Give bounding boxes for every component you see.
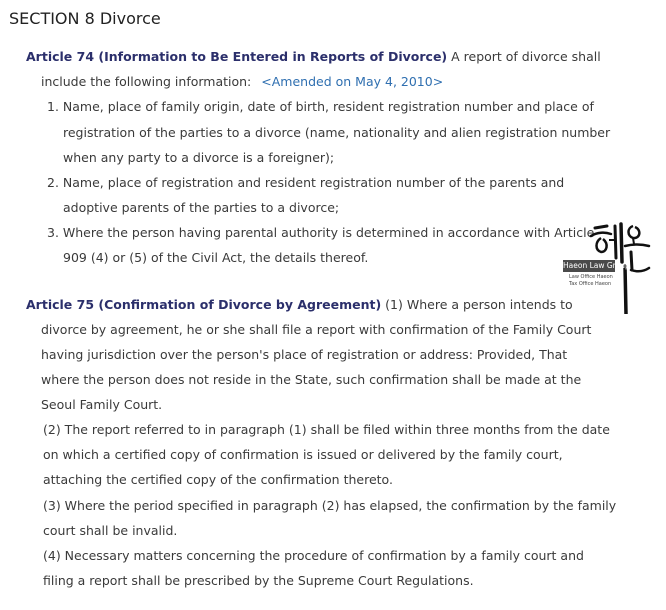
list-item-1-line-1: 1. Name, place of family origin, date of birth, resident registration number and place of — [47, 99, 594, 114]
article-75-p1-line: where the person does not reside in the State, such confirmation shall be made at the — [41, 372, 582, 387]
article-74-second-line — [41, 74, 443, 90]
article-75-p3-line: (3) Where the period specified in paragraph (2) has elapsed, the confirmation by the family — [43, 498, 617, 513]
article-75-p4-line: (4) Necessary matters concerning the procedure of confirmation by a family court and — [43, 548, 584, 563]
logo-sub-2: Tax Office Haeon — [569, 281, 612, 287]
amendment-note: <Amended on May 4, 2010> — [261, 74, 444, 89]
article-74-intro-cont: include the following information: — [41, 74, 252, 89]
article-75-p1-line: divorce by agreement, he or she shall file a report with confirmation of the Family Court — [41, 322, 592, 337]
article-75-p2-line: attaching the certified copy of the confirmation thereto. — [43, 472, 393, 487]
article-75-p4-line: filing a report shall be prescribed by the Supreme Court Regulations. — [43, 573, 474, 588]
article-75-p1-line: Seoul Family Court. — [41, 397, 163, 412]
article-75-p1-line: having jurisdiction over the person's place of registration or address: Provided, That — [41, 347, 568, 362]
article-75-p2-line: on which a certified copy of confirmation is issued or delivered by the family court, — [43, 447, 563, 462]
article-75-first-line — [26, 297, 573, 313]
list-item-2-line-1: 2. Name, place of registration and resident registration number of the parents and — [47, 175, 565, 190]
article-74-intro: A report of divorce shall — [447, 49, 601, 64]
list-item-3-line-2: 909 (4) or (5) of the Civil Act, the details thereof. — [63, 250, 369, 265]
section-title: SECTION 8 Divorce — [9, 9, 161, 28]
haeon-logo — [563, 222, 663, 314]
article-75-p1-start: (1) Where a person intends to — [381, 297, 573, 312]
list-item-2-line-2: adoptive parents of the parties to a divorce; — [63, 200, 340, 215]
logo-sub-1: Law Office Haeon — [569, 274, 613, 280]
article-75-p3-line: court shall be invalid. — [43, 523, 178, 538]
logo-name: Haeon Law Group — [563, 261, 630, 270]
list-item-3-line-1: 3. Where the person having parental authority is determined in accordance with Article — [47, 225, 595, 240]
list-item-1-line-3: when any party to a divorce is a foreigner); — [63, 150, 335, 165]
list-item-1-line-2: registration of the parties to a divorce (name, nationality and alien registration number — [63, 125, 611, 140]
article-75-heading: Article 75 (Confirmation of Divorce by Agreement) — [26, 297, 382, 312]
article-75-p2-line: (2) The report referred to in paragraph (1) shall be filed within three months from the date — [43, 422, 610, 437]
article-74-first-line — [26, 49, 601, 65]
article-74-heading: Article 74 (Information to Be Entered in Reports of Divorce) — [26, 49, 448, 64]
